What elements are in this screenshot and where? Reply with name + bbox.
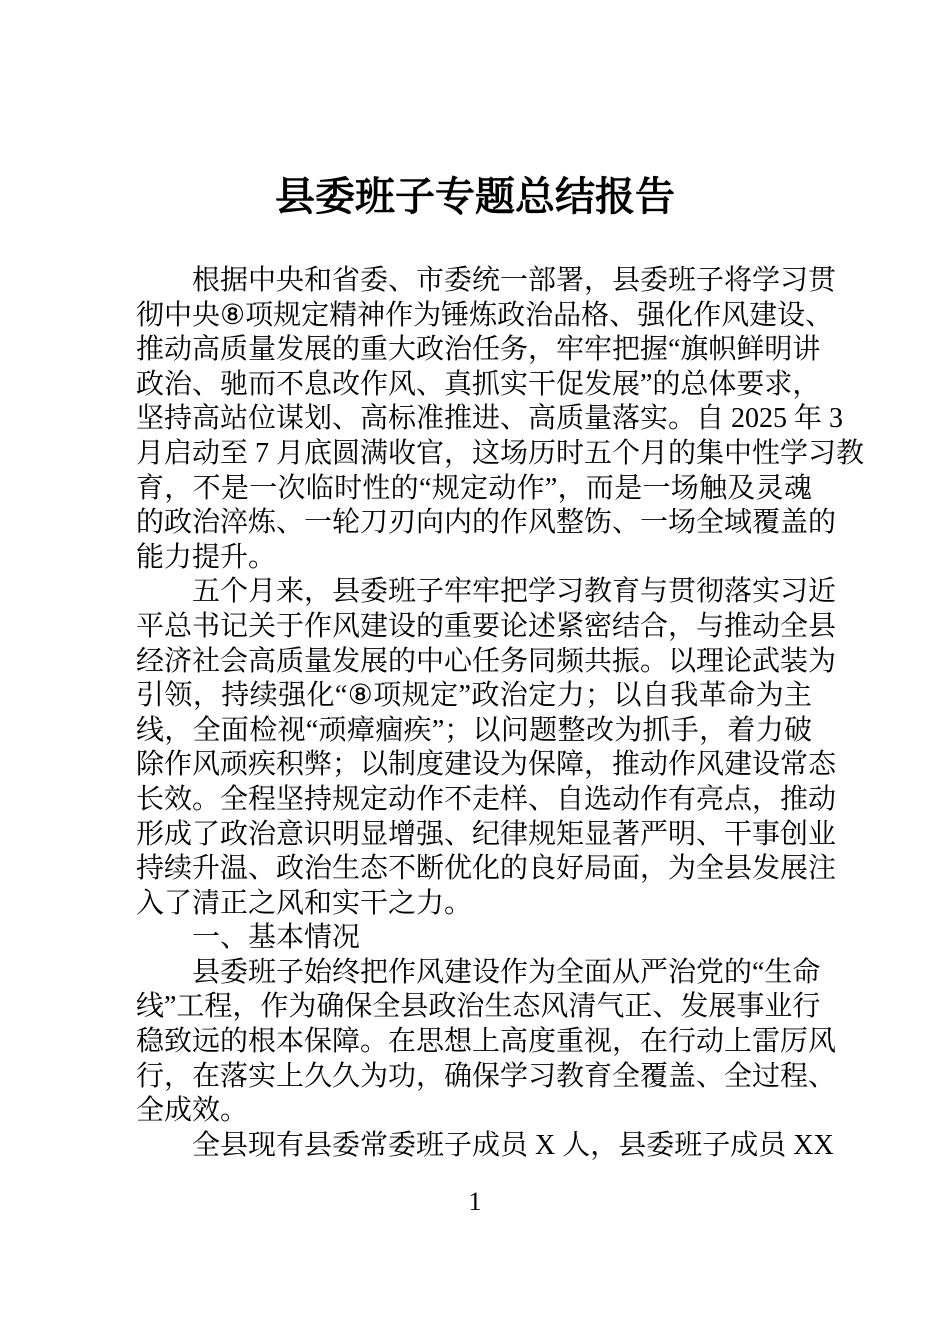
- text-line: 根据中央和省委、市委统一部署，县委班子将学习贯: [192, 265, 837, 296]
- text-line: 的政治淬炼、一轮刀刃向内的作风整饬、一场全域覆盖的: [136, 507, 837, 539]
- text-line: 入了清正之风和实干之力。: [136, 887, 473, 919]
- document-body: [136, 264, 865, 1163]
- text-line: 月启动至 7 月底圆满收官，这场历时五个月的集中性学习教: [136, 437, 865, 469]
- text-line: 经济社会高质量发展的中心任务同频共振。以理论武装为: [136, 645, 837, 677]
- text-line: 线”工程，作为确保全县政治生态风清气正、发展事业行: [136, 991, 821, 1023]
- document-title: 县委班子专题总结报告: [275, 175, 675, 219]
- text-line: 平总书记关于作风建设的重要论述紧密结合，与推动全县: [136, 610, 837, 642]
- text-line: 政治、驰而不息改作风、真抓实干促发展”的总体要求，: [136, 368, 821, 400]
- text-line: 持续升温、政治生态不断优化的良好局面，为全县发展注: [136, 853, 837, 885]
- page-number: 1: [468, 1187, 482, 1216]
- text-line: 除作风顽疾积弊；以制度建设为保障，推动作风建设常态: [136, 749, 837, 781]
- text-line: 能力提升。: [136, 541, 277, 573]
- text-line: 育，不是一次临时性的“规定动作”，而是一场触及灵魂: [136, 472, 812, 504]
- text-line: 引领，持续强化“⑧项规定”政治定力；以自我革命为主: [136, 680, 812, 712]
- text-line: 一、基本情况: [192, 922, 361, 954]
- text-line: 行，在落实上久久为功，确保学习教育全覆盖、全过程、: [136, 1060, 837, 1092]
- text-line: 五个月来，县委班子牢牢把学习教育与贯彻落实习近: [192, 576, 837, 608]
- text-line: 推动高质量发展的重大政治任务，牢牢把握“旗帜鲜明讲: [136, 334, 821, 366]
- text-line: 稳致远的根本保障。在思想上高度重视，在行动上雷厉风: [136, 1026, 837, 1058]
- text-line: 线，全面检视“顽瘴痼疾”；以问题整改为抓手，着力破: [136, 714, 812, 746]
- text-line: 形成了政治意识明显增强、纪律规矩显著严明、干事创业: [136, 818, 837, 850]
- text-line: 彻中央⑧项规定精神作为锤炼政治品格、强化作风建设、: [136, 299, 834, 331]
- text-line: 全成效。: [136, 1095, 249, 1127]
- text-line: 长效。全程坚持规定动作不走样、自选动作有亮点，推动: [136, 783, 837, 815]
- text-line: 县委班子始终把作风建设作为全面从严治党的“生命: [192, 956, 821, 988]
- text-line: 坚持高站位谋划、高标准推进、高质量落实。自 2025 年 3: [136, 403, 844, 435]
- text-line: 全县现有县委常委班子成员 X 人，县委班子成员 XX: [192, 1129, 834, 1161]
